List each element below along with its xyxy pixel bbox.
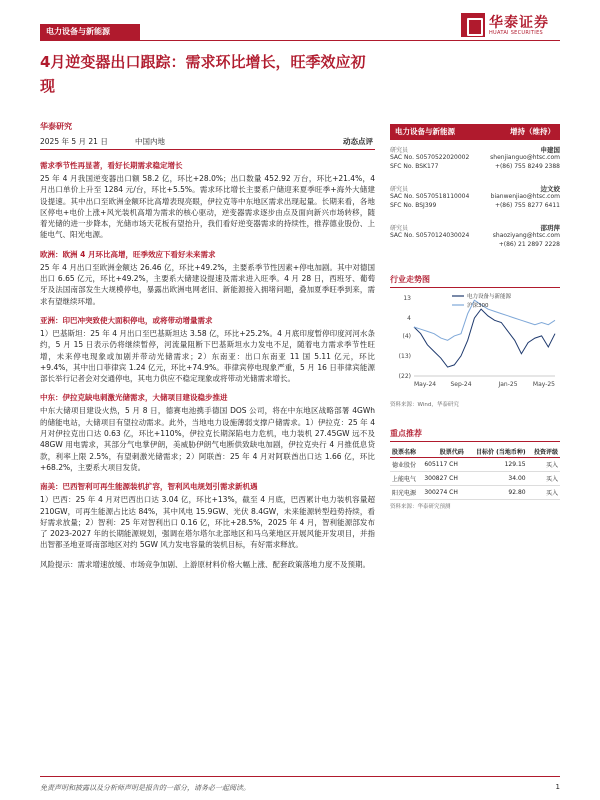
trend-chart-svg (390, 288, 560, 398)
rec-title: 重点推荐 (390, 428, 560, 442)
section-body: 中东大储项目建设火热，5 月 8 日，德赛电池携手德国 DOS 公司，将在中东地区战略部署 4GWh 的储能电站，大储项目有望拉动需求。此外，当地电力设施薄弱支撑户储需求。1）伊拉克：25 年 4 月对伊拉克出口达 0.63 亿，环比+110%，伊拉克长期深陷电力危机，电力装机 27.45GW 远不及 48GW 用电需求，其部分气电掌伊朗，美威胁伊朗气电断供致缺电加剧，伊拉克央行 4 月推低息贷款，利率上限 2.5%，有望刺激光储需求；2）阿联酋：25 年 4 月对阿联酋出口达 1.66 亿，环比+68.2%，主要系大项目发货。 (40, 406, 375, 472)
rec-col-name: 股票名称 (390, 446, 422, 458)
stock-code: 300274 CH (422, 486, 465, 500)
section-heading: 亚洲：印巴冲突致使大面积停电，或将带动增量需求 (40, 315, 213, 325)
sidebar-industry: 电力设备与新能源 (395, 127, 455, 136)
x-tick-label: May-25 (532, 381, 555, 388)
sac-number: SAC No. S0570124030024 (390, 232, 470, 239)
analyst-name: 边文姣 (540, 185, 560, 193)
rec-col-code: 股票代码 (422, 446, 465, 458)
analyst-role: 研究员 (390, 186, 409, 193)
sac-number: SAC No. S0570518110004 (390, 193, 470, 200)
analyst-phone: +(86) 755 8277 6411 (494, 202, 560, 209)
series-line (414, 309, 555, 367)
analyst-role: 研究员 (390, 225, 409, 232)
x-tick-label: May-24 (414, 381, 437, 388)
logo-en: HUATAI SECURITIES (489, 30, 543, 36)
section-heading: 需求季节性再显著，看好长期需求稳定增长 (40, 161, 183, 170)
x-tick-label: Jan-25 (498, 381, 518, 388)
trend-source: 资料来源：Wind，华泰研究 (390, 402, 459, 408)
legend-label: 沪深300 (467, 303, 489, 309)
sidebar (390, 124, 560, 251)
x-tick-label: Sep-24 (450, 381, 472, 388)
analyst-email[interactable]: bianwenjiao@htsc.com (490, 193, 560, 200)
rec-table (390, 446, 560, 500)
rec-col-target: 目标价 (当地币种) (466, 446, 528, 458)
rec-section (390, 428, 560, 510)
table-row (390, 486, 560, 500)
rec-source: 资料来源：华泰研究预测 (390, 504, 451, 510)
header-divider (40, 40, 560, 41)
sfc-number: SFC No. BSK177 (390, 163, 439, 170)
stock-name: 德业股份 (390, 458, 422, 472)
analyst-email[interactable]: shaoziyang@htsc.com (492, 232, 560, 239)
analyst-email[interactable]: shenjianguo@htsc.com (490, 154, 560, 161)
main-content (40, 160, 375, 570)
huatai-logo-icon (461, 13, 485, 37)
rating: 增持（维持） (510, 127, 555, 136)
analyst-block (390, 145, 560, 179)
section-body: 1）巴基斯坦：25 年 4 月出口至巴基斯坦达 3.58 亿，环比+25.2%。4 月底印度暂停印度河河水条约，5 月 15 日表示仍将继续暂停，河流量阻断下巴基斯坦水力发电不足，随着电力需求季节性旺增，未来停电现象或加剧并带动光储需求；2）东南亚：出口东南亚 11 国 5.11 亿元，环比+9.4%，其中出口菲律宾 1.24 亿元，环比+74.9%。菲律宾停电现象严重，5 月 16 日菲律宾能源部长举行记者会对交通停电，其电力供应不稳定现象或将带动光储需求增长。 (40, 328, 375, 384)
logo-cn: 华泰证券 (489, 15, 549, 31)
rec-col-rating: 投资评级 (528, 446, 560, 458)
stock-rating: 买入 (528, 458, 560, 472)
report-region: 中国内地 (135, 137, 165, 146)
target-price: 129.15 (466, 458, 528, 472)
y-tick-label: (13) (398, 352, 411, 360)
section-heading: 欧洲：欧洲 4 月环比高增，旺季效应下看好未来需求 (40, 249, 216, 259)
y-tick-label: 13 (403, 295, 411, 302)
stock-name: 上能电气 (390, 472, 422, 486)
analyst-block (390, 223, 560, 251)
section-body: 25 年 4 月出口至欧洲金额达 26.46 亿，环比+49.2%，主要系季节性因素+停电加剧。其中对德国出口 6.65 亿元，环比+49.2%，主要系大储建设提速及需求进入旺季。4 月 28 日，西班牙、葡萄牙及法国南部发生大规模停电，暴露出欧洲电网老旧、新能源接入拥堵问题，叠加夏季旺季到来，需求有望继续环增。 (40, 262, 375, 306)
section-heading: 南美：巴西智利可再生能源装机扩容，智利风电规划引需求新机遇 (40, 482, 258, 492)
target-price: 34.00 (466, 472, 528, 486)
analyst-phone: +(86) 21 2897 2228 (498, 241, 560, 248)
industry-tag: 电力设备与新能源 (40, 24, 140, 40)
y-tick-label: (4) (402, 332, 411, 340)
stock-rating: 买入 (528, 486, 560, 500)
report-date: 2025 年 5 月 21 日 (40, 137, 108, 146)
top-bar (0, 0, 600, 40)
date-row (40, 136, 375, 150)
page-number: 1 (555, 783, 560, 791)
institution: 华泰研究 (40, 122, 72, 131)
section-body: 25 年 4 月我国逆变器出口额 58.2 亿，环比+28.0%；出口数量 452.92 万台，环比+21.4%，4 月出口单价上升至 1284 元/台，环比+5.5%。需求环比增长主要系户储迎来夏季旺季+海外大储建设提速。其中出口至欧洲金额环比高增表现亮眼，伊拉克等中东地区需求出现起量。长期来看，各地区停电+电价上涨+风光装机高增为需求的核心驱动，逆变器需求逐步由点及面向新兴市场转移，随着光储的进一步降本，光储市场天花板有望抬升，我们看好逆变器需求的持续性，推荐德业股份、上能电气、阳光电源。 (40, 174, 375, 240)
stock-code: 300827 CH (422, 472, 465, 486)
target-price: 92.80 (466, 486, 528, 500)
analyst-name: 申建国 (540, 146, 560, 154)
trend-source-wrap (390, 398, 560, 408)
trend-section (390, 274, 560, 288)
analyst-block (390, 184, 560, 218)
analyst-role: 研究员 (390, 147, 409, 154)
rating-header (390, 124, 560, 140)
stock-rating: 买入 (528, 472, 560, 486)
trend-title: 行业走势图 (390, 274, 560, 288)
sac-number: SAC No. S0570522020002 (390, 154, 470, 161)
table-row (390, 472, 560, 486)
section-heading: 中东：伊拉克缺电刺激光储需求，大储项目建设稳步推进 (40, 393, 228, 403)
legend-label: 电力设备与新能源 (467, 294, 512, 300)
trend-chart (390, 288, 560, 398)
table-row (390, 458, 560, 472)
disclaimer: 免责声明和披露以及分析师声明是报告的一部分，请务必一起阅读。 (40, 784, 250, 792)
stock-name: 阳光电源 (390, 486, 422, 500)
stock-code: 605117 CH (422, 458, 465, 472)
y-tick-label: 4 (407, 315, 411, 323)
analyst-phone: +(86) 755 8249 2388 (494, 163, 560, 170)
section-body: 1）巴西：25 年 4 月对巴西出口达 3.04 亿，环比+13%，截至 4 月底，巴西累计电力装机容量超 210GW，可再生能源占比达 84%，其中风电 15.9GW、光伏 8.4GW，未来能源转型趋势持续，看好需求放量；2）智利：25 年对智利出口 0.16 亿，环比+28.5%，2025 年 4 月，智利能源部发布了 2023-2027 年的长期能源规划，强调在塔尔塔尔北部地区和马乌莱地区开展风能开发项目，并指出智都圣地亚哥南部地区对约 5GW 风力发电容量的装机目标，有好需求释放。 (40, 495, 375, 550)
y-tick-label: (22) (398, 373, 411, 380)
report-type: 动态点评 (343, 137, 373, 146)
report-title: 4月逆变器出口跟踪：需求环比增长，旺季效应初现 (40, 53, 366, 95)
risk-warning: 风险提示：需求增速放缓、市场竞争加剧、上游原材料价格大幅上涨、配套政策落地力度不及预期。 (40, 559, 370, 569)
analyst-name: 邵玥萍 (540, 224, 560, 232)
footer (40, 776, 560, 792)
rec-header-row (390, 446, 560, 458)
sfc-number: SFC No. BSJ399 (390, 202, 437, 209)
